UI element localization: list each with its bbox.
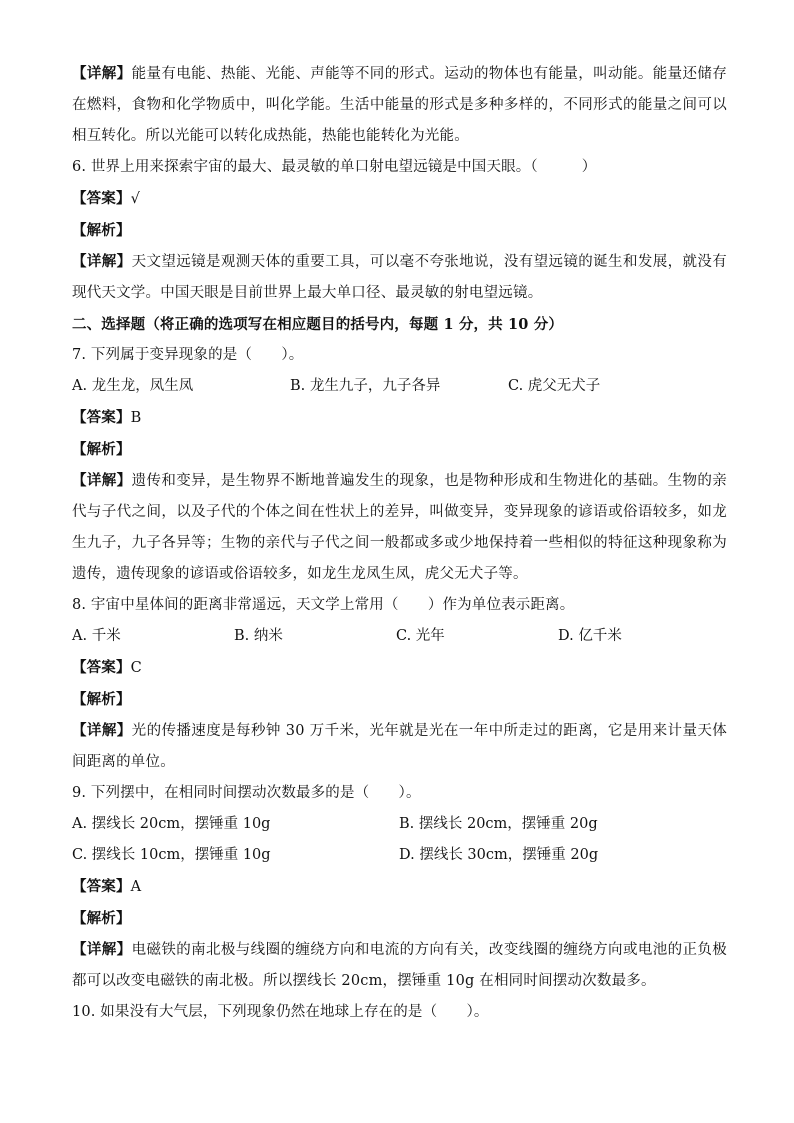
q9-option-a: A. 摆线长 20cm，摆锤重 10g [72, 816, 271, 832]
q6-answer [72, 183, 727, 215]
q8-option-d: D. 亿千米 [558, 628, 622, 644]
q9-answer-value: A [130, 879, 142, 895]
q9-options-row1 [72, 809, 727, 840]
q7-option-c: C. 虎父无犬子 [508, 378, 601, 394]
q9-options-row2 [72, 840, 727, 871]
detail-label: 【详解】 [72, 472, 132, 489]
q8-stem: 8. 宇宙中星体间的距离非常遥远，天文学上常用（ ）作为单位表示距离。 [72, 597, 575, 613]
section-title: 二、选择题（将正确的选项写在相应题目的括号内，每题 1 分，共 10 分） [72, 316, 564, 333]
q6-answer-value: √ [130, 191, 140, 207]
q7-options [72, 371, 727, 402]
detail-label: 【详解】 [72, 65, 132, 82]
document-page [72, 58, 727, 1028]
q7-option-a: A. 龙生龙，凤生凤 [72, 378, 194, 394]
q6-analysis-label: 【解析】 [72, 222, 131, 239]
q8-answer [72, 652, 727, 684]
q8-detail [72, 715, 727, 778]
q6-stem: 6. 世界上用来探索宇宙的最大、最灵敏的单口射电望远镜是中国天眼。（ ） [72, 159, 597, 175]
q9-option-b: B. 摆线长 20cm，摆锤重 20g [399, 816, 598, 832]
q9-answer [72, 871, 727, 903]
q8-option-c: C. 光年 [396, 628, 445, 644]
q6-detail [72, 246, 727, 309]
q5-detail [72, 58, 727, 152]
q7-stem: 7. 下列属于变异现象的是（ ）。 [72, 347, 304, 363]
q8-analysis-label: 【解析】 [72, 691, 131, 708]
q9-analysis-label: 【解析】 [72, 910, 131, 927]
q7-analysis-label: 【解析】 [72, 441, 131, 458]
q9-stem: 9. 下列摆中，在相同时间摆动次数最多的是（ ）。 [72, 785, 421, 801]
q8-options [72, 621, 727, 652]
q9-option-d: D. 摆线长 30cm，摆锤重 20g [399, 847, 599, 863]
q8-detail-text: 光的传播速度是每秒钟 30 万千米，光年就是光在一年中所走过的距离，它是用来计量天体间距离的单位。 [72, 723, 727, 770]
answer-label: 【答案】 [72, 190, 131, 207]
q7-detail-text: 遗传和变异，是生物界不断地普遍发生的现象，也是物种形成和生物进化的基础。生物的亲代与子代之间，以及子代的个体之间在性状上的差异，叫做变异，变异现象的谚语或俗语较多，如龙生九子，九子各异等；生物的亲代与子代之间一般都或多或少地保持着一些相似的特征这种现象称为遗传，遗传现象的谚语或俗语较多，如龙生龙凤生凤，虎父无犬子等。 [72, 473, 727, 582]
q7-answer [72, 402, 727, 434]
detail-label: 【详解】 [72, 941, 132, 958]
q8-option-b: B. 纳米 [234, 628, 283, 644]
q8-option-a: A. 千米 [72, 628, 121, 644]
q9-option-c: C. 摆线长 10cm，摆锤重 10g [72, 847, 271, 863]
answer-label: 【答案】 [72, 878, 131, 895]
detail-label: 【详解】 [72, 722, 132, 739]
q5-detail-text: 能量有电能、热能、光能、声能等不同的形式。运动的物体也有能量，叫动能。能量还储存在燃料，食物和化学物质中，叫化学能。生活中能量的形式是多种多样的，不同形式的能量之间可以相互转化。所以光能可以转化成热能，热能也能转化为光能。 [72, 66, 727, 144]
detail-label: 【详解】 [72, 253, 132, 270]
q9-detail-text: 电磁铁的南北极与线圈的缠绕方向和电流的方向有关，改变线圈的缠绕方向或电池的正负极都可以改变电磁铁的南北极。所以摆线长 20cm，摆锤重 10g 在相同时间摆动次数最多。 [72, 942, 727, 989]
q7-detail [72, 465, 727, 590]
q8-answer-value: C [130, 660, 142, 676]
q10-stem: 10. 如果没有大气层，下列现象仍然在地球上存在的是（ ）。 [72, 1004, 489, 1020]
q9-detail [72, 934, 727, 997]
q6-detail-text: 天文望远镜是观测天体的重要工具，可以毫不夸张地说，没有望远镜的诞生和发展，就没有现代天文学。中国天眼是目前世界上最大单口径、最灵敏的射电望远镜。 [72, 254, 727, 301]
q7-answer-value: B [130, 410, 142, 426]
answer-label: 【答案】 [72, 659, 131, 676]
answer-label: 【答案】 [72, 409, 131, 426]
q7-option-b: B. 龙生九子，九子各异 [290, 378, 441, 394]
